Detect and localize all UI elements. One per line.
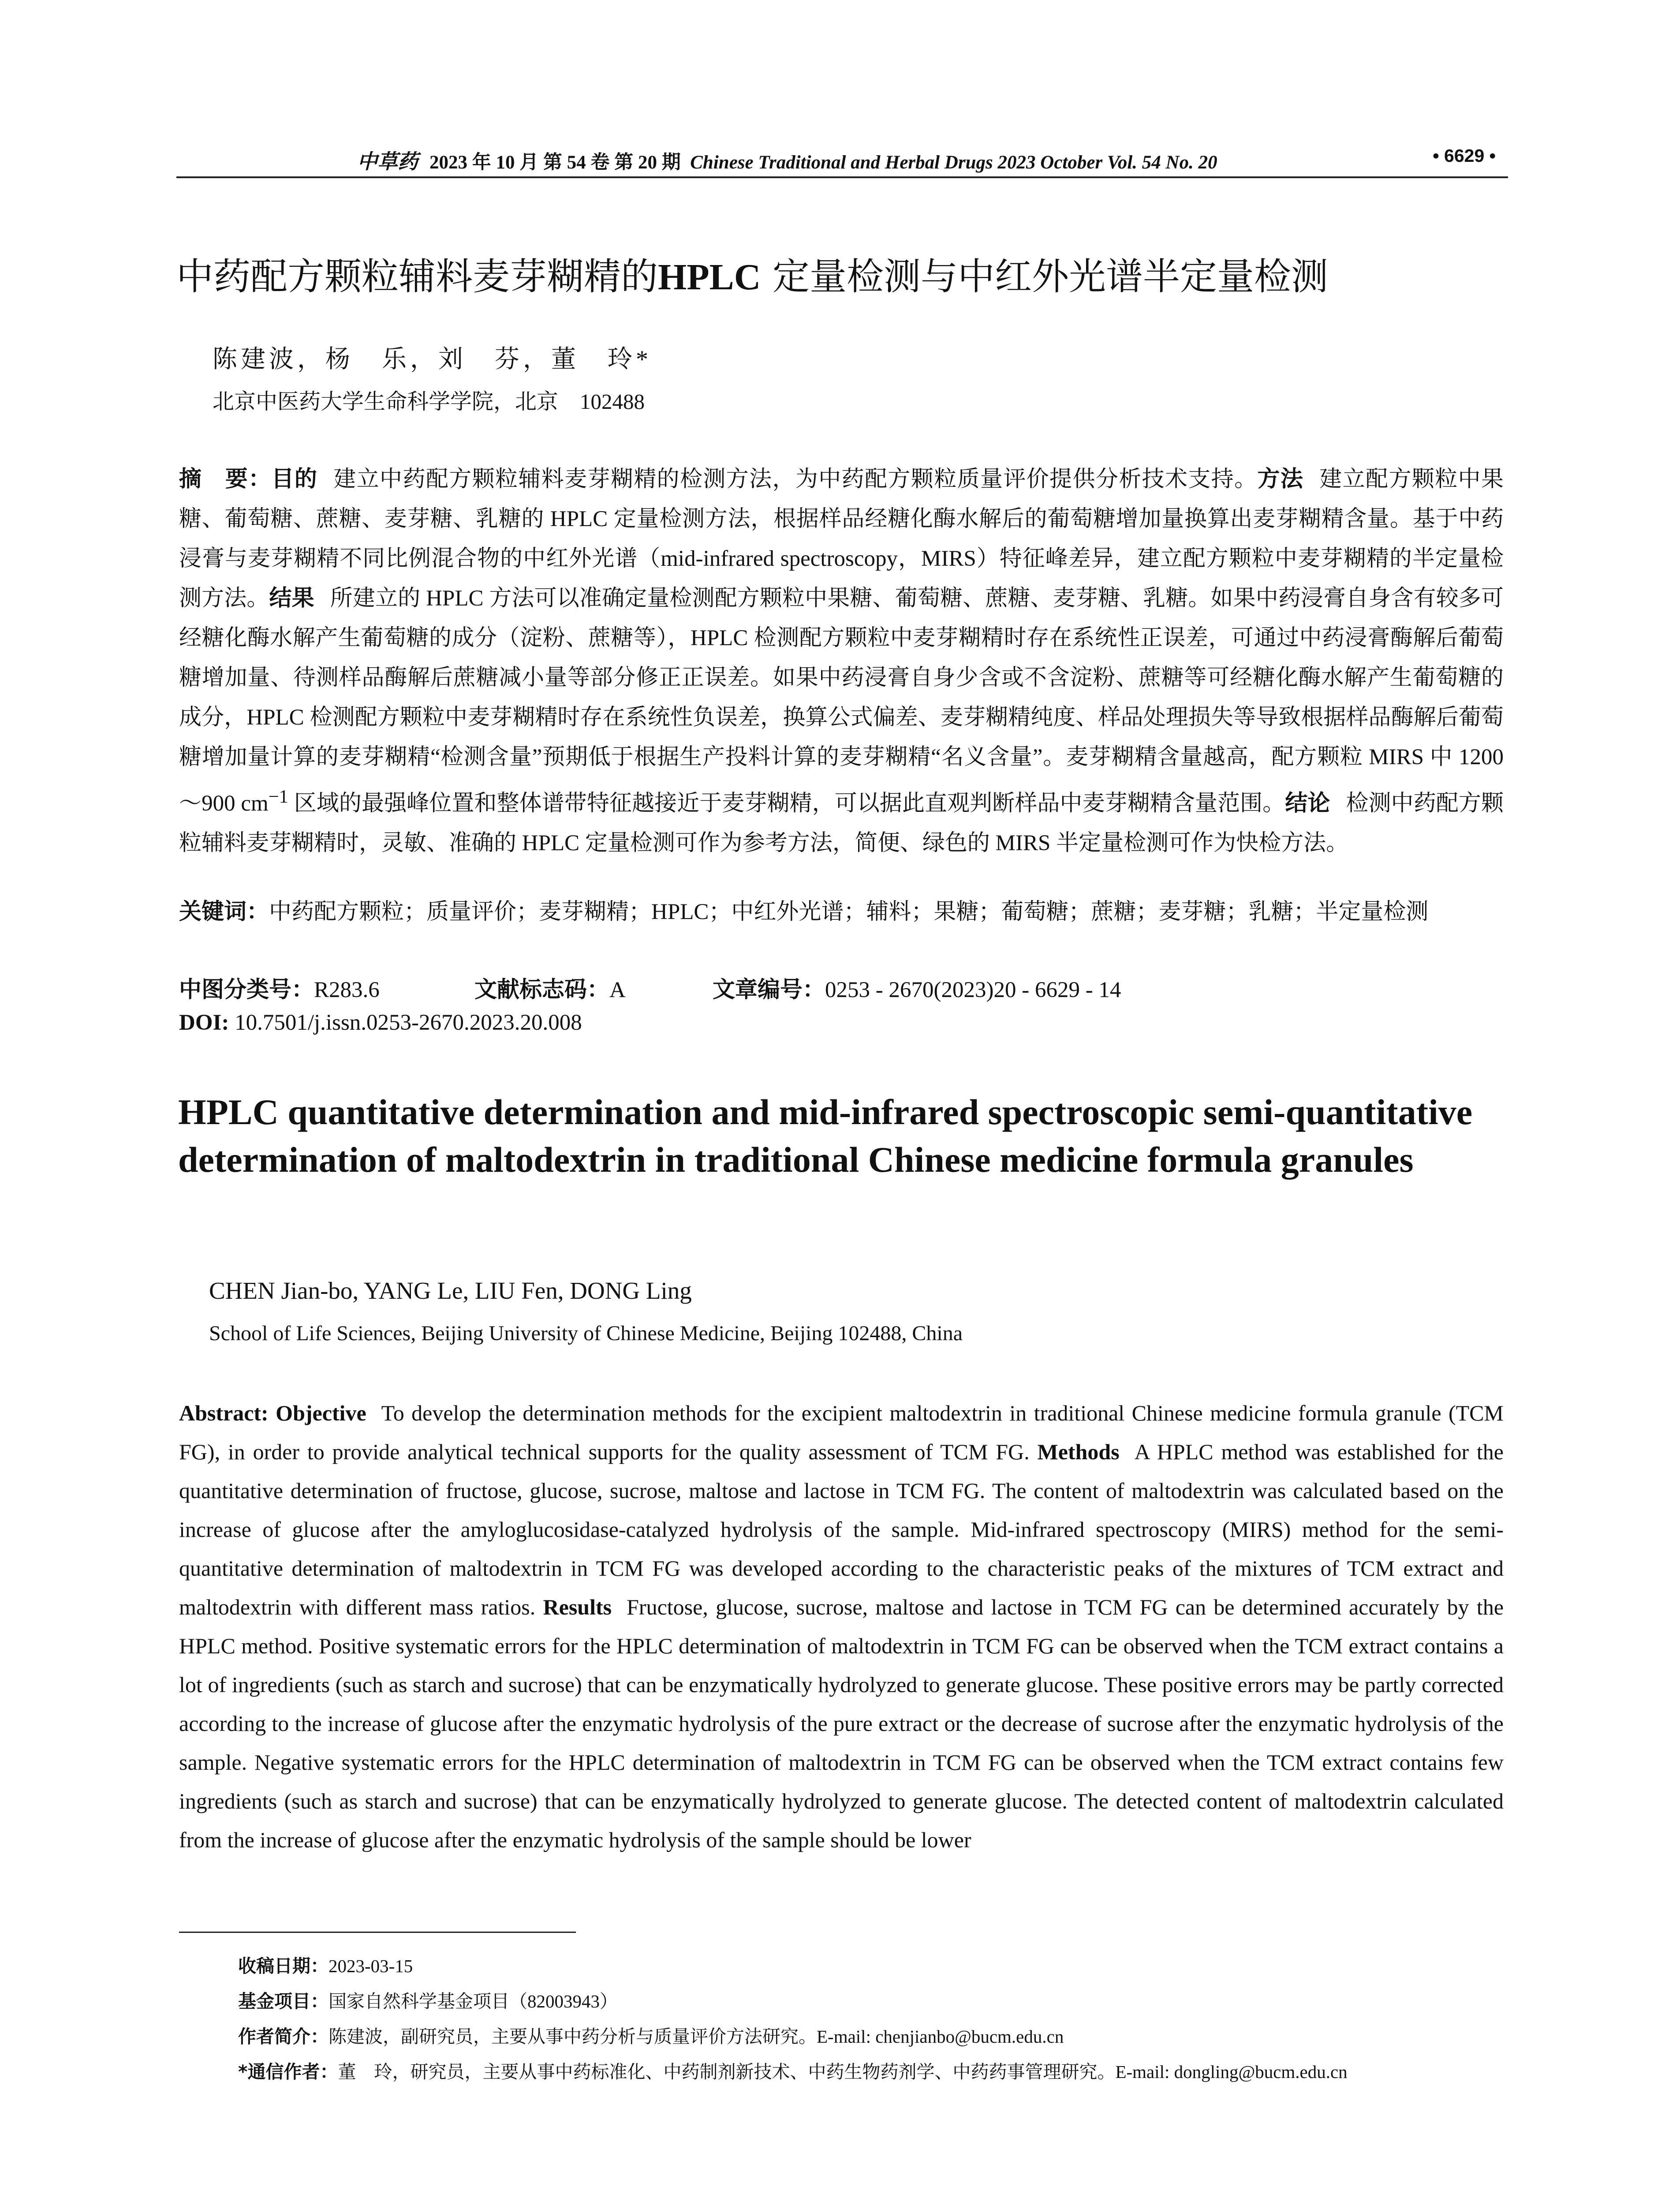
- footnote-funding: [238, 1984, 1348, 2019]
- affiliation-en: School of Life Sciences, Beijing University of Chinese Medicine, Beijing 102488, China: [209, 1322, 963, 1345]
- objective-en-label: Objective: [276, 1401, 366, 1425]
- keywords-cn-label: 关键词：: [179, 899, 269, 925]
- footnotes: [238, 1948, 1348, 2089]
- article-number: [713, 971, 1121, 1004]
- journal-logo: 中草药: [357, 149, 418, 173]
- clc-number: [179, 971, 474, 1004]
- running-header: [176, 142, 1508, 178]
- objective-cn-text: 建立中药配方颗粒辅料麦芽糊精的检测方法，为中药配方颗粒质量评价提供分析技术支持。: [333, 467, 1258, 492]
- classification-row: [179, 971, 1121, 1004]
- footnote-text: 董 玲，研究员，主要从事中药标准化、中药制剂新技术、中药生物药剂学、中药药事管理研究。E-mail: dongling@bucm.edu.cn: [338, 2062, 1348, 2082]
- results-en-label: Results: [543, 1595, 612, 1619]
- results-cn-text: 所建立的 HPLC 方法可以准确定量检测配方颗粒中果糖、葡萄糖、蔗糖、麦芽糖、乳糖。如果中药浸膏自身含有较多可经糖化酶水解产生葡萄糖的成分（淀粉、蔗糖等），HPLC 检测配方颗粒中麦芽糊精时存在系统性正误差，可通过中药浸膏酶解后葡萄糖增加量、待测样品酶解后蔗糖减小量等部分修正正误差。如果中药浸膏自身少含或不含淀粉、蔗糖等可经糖化酶水解产生葡萄糖的成分，HPLC 检测配方颗粒中麦芽糊精时存在系统性负误差，换算公式偏差、麦芽糊精纯度、样品处理损失等导致根据样品酶解后葡萄糖增加量计算的麦芽糊精“检测含量”预期低于根据生产投料计算的麦芽糊精“名义含量”。麦芽糊精含量越高，配方颗粒 MIRS 中 1200～900 cm: [179, 586, 1504, 816]
- doi-label: DOI:: [179, 1010, 229, 1035]
- footnote-label: *通信作者：: [238, 2061, 338, 2082]
- title-en: HPLC quantitative determination and mid-infrared spectroscopic semi-quantitative determination of maltodextrin in traditional Chinese medicine formula granules: [178, 1092, 1473, 1180]
- footnote-received: [238, 1948, 1348, 1984]
- authors-en: CHEN Jian-bo, YANG Le, LIU Fen, DONG Ling: [209, 1277, 692, 1304]
- authors-cn: 陈建波，杨 乐，刘 芬，董 玲*: [213, 346, 652, 373]
- clc-value: R283.6: [314, 978, 380, 1002]
- affiliation-cn: 北京中医药大学生命科学学院，北京 102488: [213, 389, 645, 414]
- footnote-text: 2023-03-15: [329, 1956, 413, 1976]
- conclusion-cn-label: 结论: [1285, 790, 1330, 816]
- article-number-value: 0253 - 2670(2023)20 - 6629 - 14: [825, 978, 1121, 1002]
- document-code: [474, 971, 713, 1004]
- title-cn-part3: 定量检测与中红外光谱半定量检测: [761, 255, 1329, 298]
- doi: [179, 1010, 582, 1035]
- abstract-en: [179, 1394, 1504, 1859]
- doi-value: 10.7501/j.issn.0253-2670.2023.20.008: [229, 1010, 582, 1035]
- title-cn-part1: 中药配方颗粒辅料麦芽糊精的: [176, 255, 658, 298]
- results-cn-superscript: −1: [268, 786, 288, 807]
- doc-code-label: 文献标志码：: [474, 977, 610, 1003]
- methods-en-text: A HPLC method was established for the quantitative determination of fructose, glucose, sucrose, maltose and lactose in TCM FG. The content of maltodextrin was calculated based on the increase of glucose after the amyloglucosidase-catalyzed hydrolysis of the sample. Mid-infrared spectroscopy (MIRS) method for the semi-quantitative determination of maltodextrin in TCM FG was developed according to the characteristic peaks of the mixtures of TCM extract and maltodextrin with different mass ratios.: [179, 1439, 1504, 1619]
- keywords-cn-text: 中药配方颗粒；质量评价；麦芽糊精；HPLC；中红外光谱；辅料；果糖；葡萄糖；蔗糖；麦芽糖；乳糖；半定量检测: [269, 900, 1429, 924]
- title-cn: [176, 247, 1328, 300]
- title-cn-hplc: HPLC: [658, 257, 761, 298]
- results-en-text: Fructose, glucose, sucrose, maltose and lactose in TCM FG can be determined accurately by the HPLC method. Positive systematic errors for the HPLC determination of maltodextrin in TCM FG can be observed when the TCM extract contains a lot of ingredients (such as starch and sucrose) that can be enzymatically hydrolyzed to generate glucose. These positive errors may be partly corrected according to the increase of glucose after the enzymatic hydrolysis of the pure extract or the decrease of sucrose after the enzymatic hydrolysis of the sample. Negative systematic errors for the HPLC determination of maltodextrin in TCM FG can be observed when the TCM extract contains few ingredients (such as starch and sucrose) that can be enzymatically hydrolyzed to generate glucose. The detected content of maltodextrin calculated from the increase of glucose after the enzymatic hydrolysis of the sample should be lower: [179, 1595, 1504, 1852]
- doc-code-value: A: [609, 978, 626, 1002]
- issue-en: Chinese Traditional and Herbal Drugs 2023 October Vol. 54 No. 20: [690, 152, 1217, 173]
- footnote-text: 国家自然科学基金项目（82003943）: [329, 1991, 618, 2011]
- footnote-corresponding: [238, 2054, 1348, 2089]
- abstract-cn: [179, 460, 1504, 863]
- footnote-label: 基金项目：: [238, 1991, 329, 2012]
- article-number-label: 文章编号：: [713, 977, 825, 1003]
- footnote-label: 收稿日期：: [238, 1955, 329, 1977]
- conclusion-cn-text: 检测中药配方颗粒辅料麦芽糊精时，灵敏、准确的 HPLC 定量检测可作为参考方法，简便、绿色的 MIRS 半定量检测可作为快检方法。: [179, 791, 1504, 856]
- abstract-en-label: Abstract:: [179, 1401, 269, 1425]
- footnote-author-bio: [238, 2019, 1348, 2054]
- page-number: • 6629 •: [1433, 146, 1496, 166]
- footnote-label: 作者简介：: [238, 2026, 329, 2047]
- results-cn-tail: 区域的最强峰位置和整体谱带特征越接近于麦芽糊精，可以据此直观判断样品中麦芽糊精含量范围。: [288, 791, 1285, 816]
- methods-en-label: Methods: [1037, 1439, 1120, 1464]
- objective-en-text: To develop the determination methods for the excipient maltodextrin in traditional Chinese medicine formula granule (TCM FG), in order to provide analytical technical supports for the quality assessment of TCM FG.: [179, 1401, 1504, 1464]
- header-issue-info: [357, 146, 1217, 175]
- keywords-cn: [179, 893, 1504, 931]
- results-cn-label: 结果: [269, 585, 314, 611]
- footnote-divider: [179, 1932, 576, 1933]
- abstract-cn-label: 摘 要：: [179, 466, 272, 492]
- methods-cn-text: 建立配方颗粒中果糖、葡萄糖、蔗糖、麦芽糖、乳糖的 HPLC 定量检测方法，根据样品经糖化酶水解后的葡萄糖增加量换算出麦芽糊精含量。基于中药浸膏与麦芽糊精不同比例混合物的中红外光谱（mid-infrared spectroscopy，MIRS）特征峰差异，建立配方颗粒中麦芽糊精的半定量检测方法。: [179, 467, 1504, 611]
- methods-cn-label: 方法: [1257, 466, 1304, 492]
- footnote-text: 陈建波，副研究员，主要从事中药分析与质量评价方法研究。E-mail: chenjianbo@bucm.edu.cn: [329, 2026, 1064, 2047]
- objective-cn-label: 目的: [271, 466, 318, 492]
- clc-label: 中图分类号：: [179, 977, 314, 1003]
- issue-cn: 2023 年 10 月 第 54 卷 第 20 期: [429, 152, 681, 173]
